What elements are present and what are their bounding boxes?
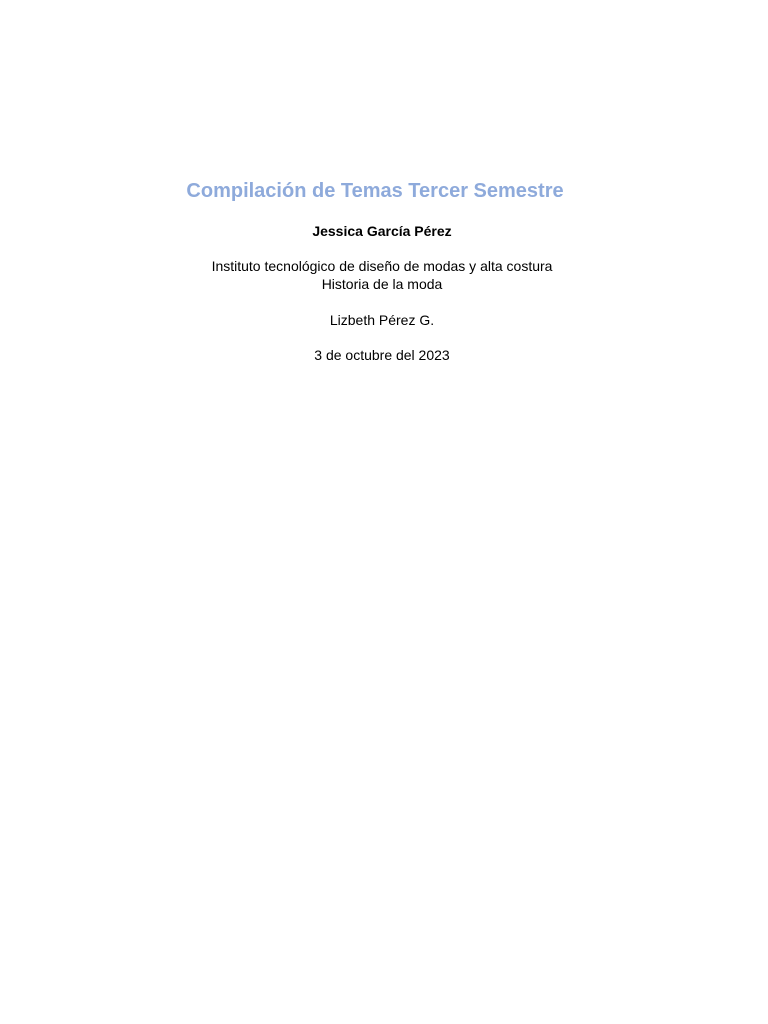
institution-name: Instituto tecnológico de diseño de modas y alta costura xyxy=(211,258,553,274)
teacher-name: Lizbeth Pérez G. xyxy=(329,312,435,328)
author-name: Jessica García Pérez xyxy=(312,223,452,239)
course-name: Historia de la moda xyxy=(321,276,443,292)
document-date: 3 de octubre del 2023 xyxy=(314,347,450,363)
document-title: Compilación de Temas Tercer Semestre xyxy=(186,180,564,202)
